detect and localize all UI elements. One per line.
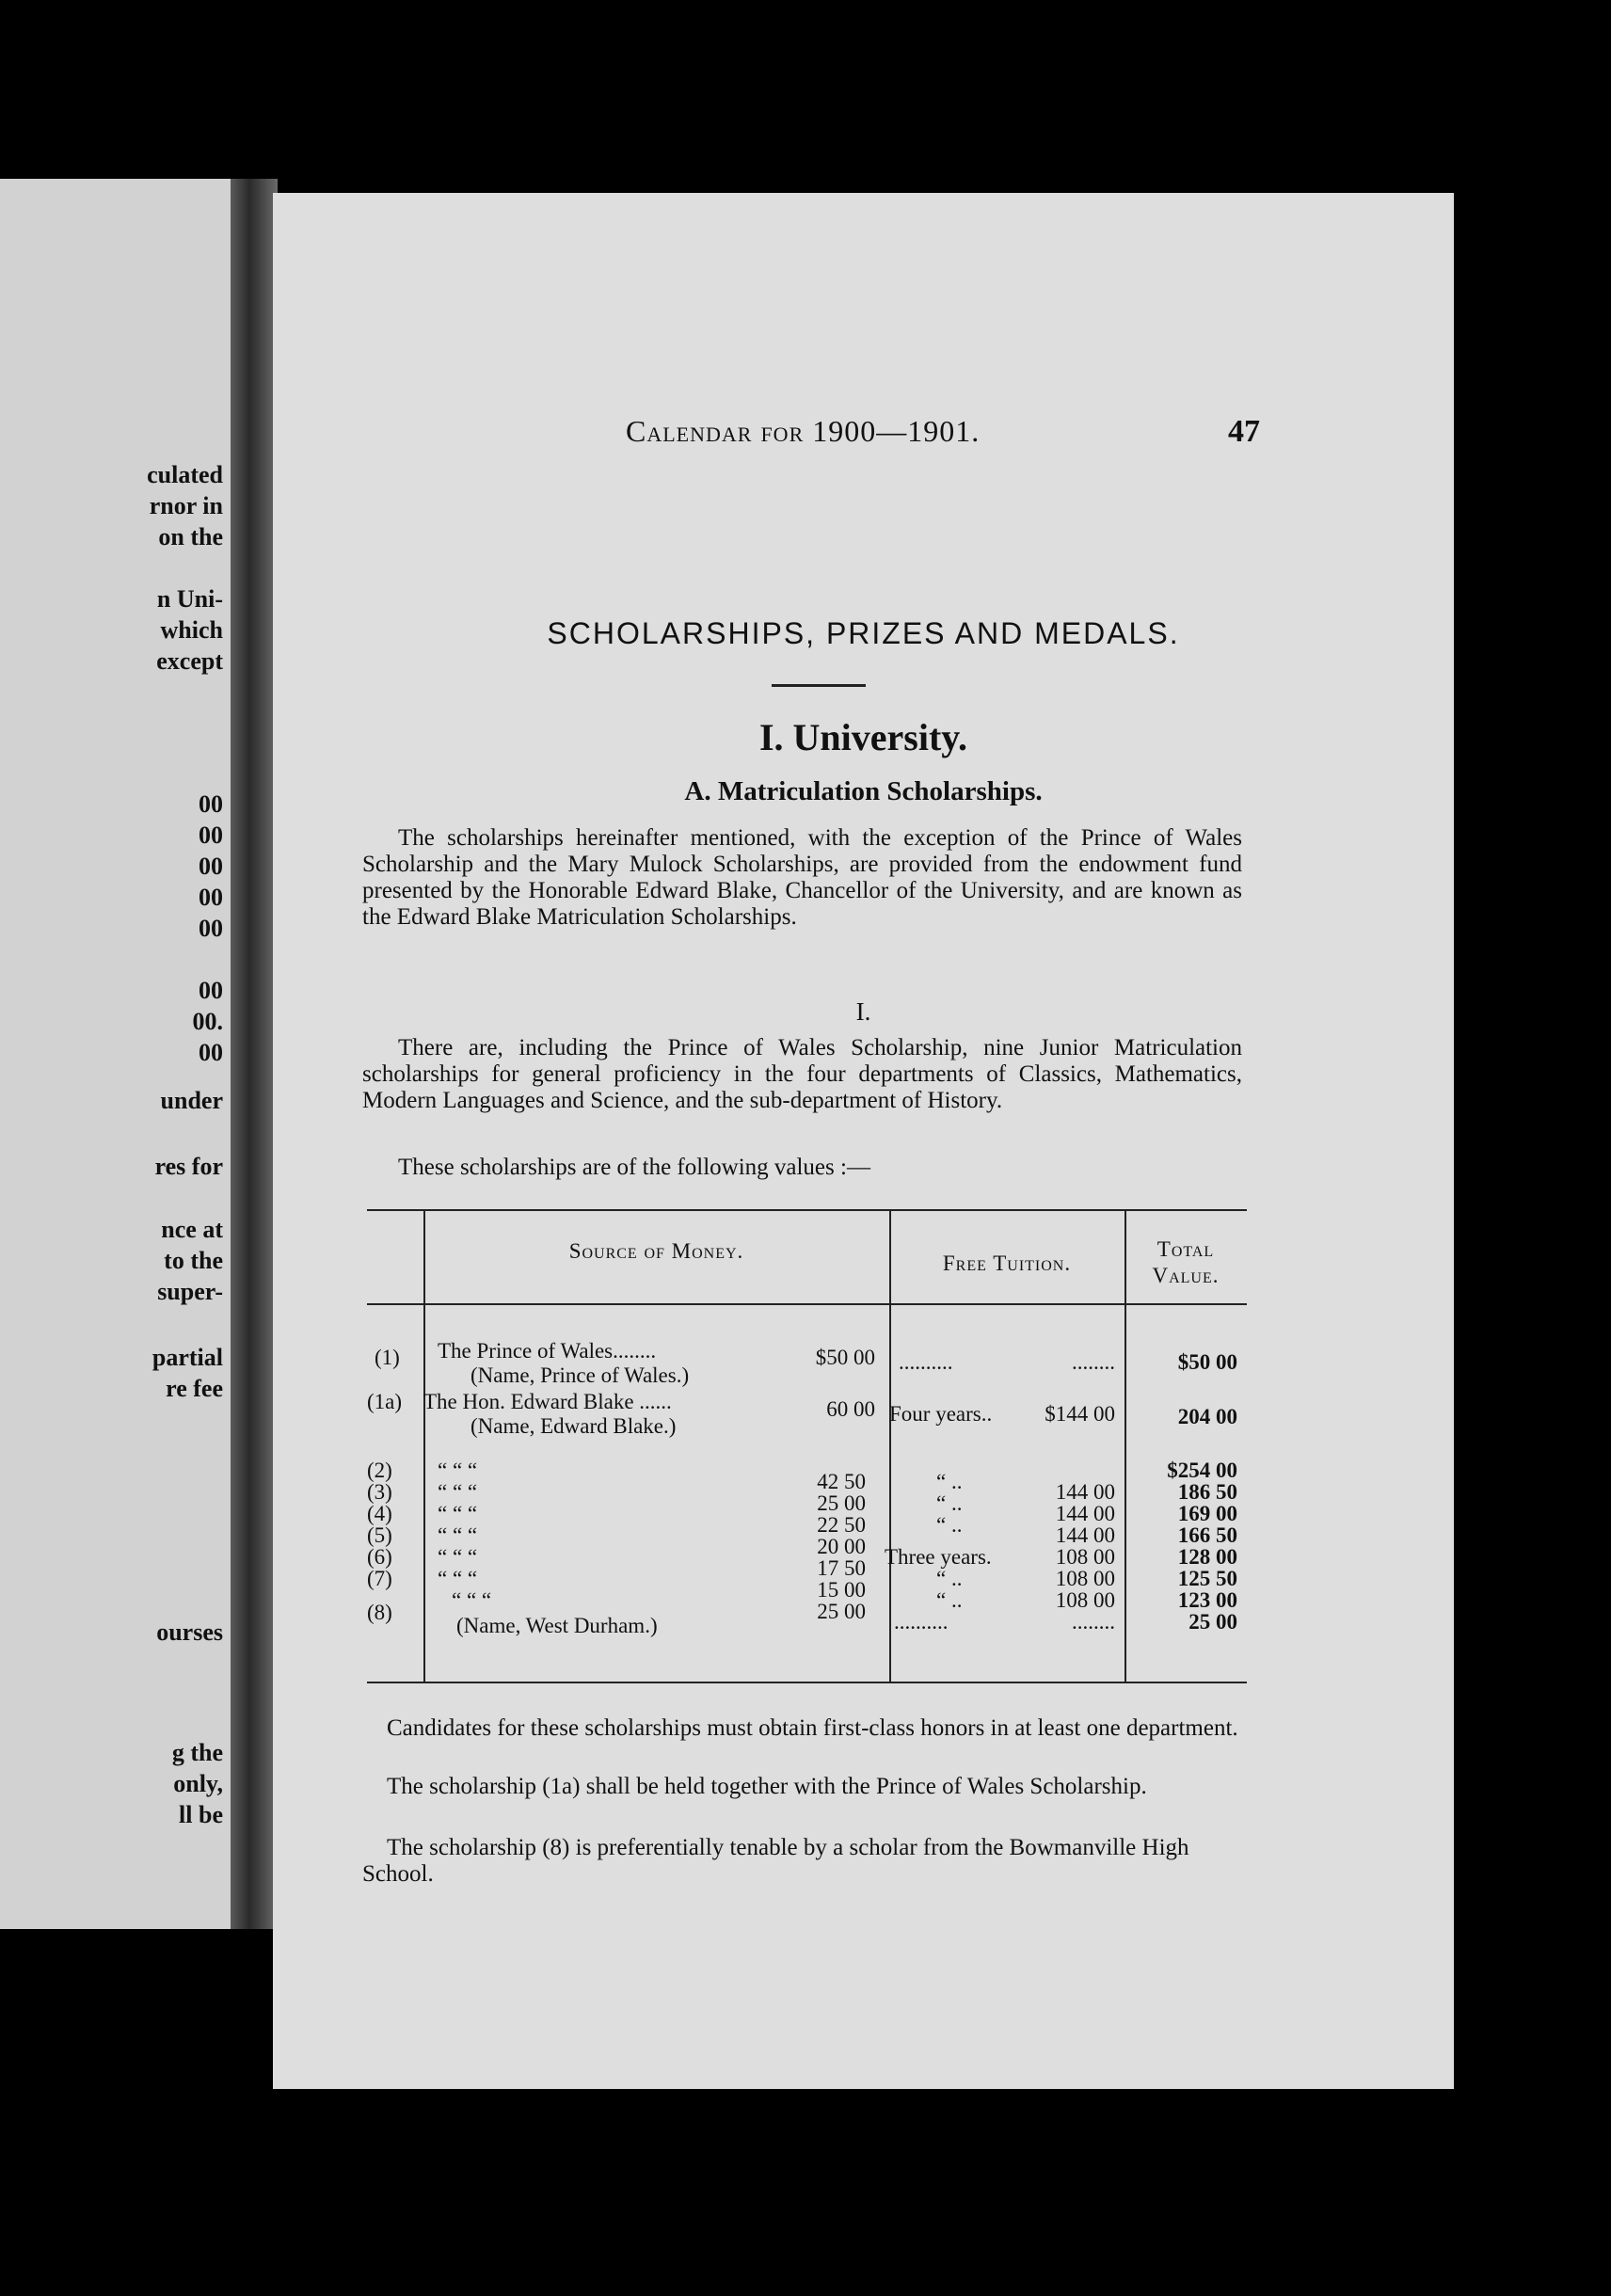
header-value: Value. — [1152, 1264, 1220, 1287]
row-tuition-years: “ .. — [936, 1513, 963, 1537]
row-total: 166 50 — [1177, 1523, 1237, 1547]
row-amount: 17 50 — [817, 1556, 866, 1580]
row-source: “ “ “ — [438, 1545, 478, 1569]
left-line: super- — [157, 1278, 223, 1305]
row-tuition-amount: ........ — [1072, 1350, 1115, 1374]
left-line: 00. — [192, 1008, 223, 1035]
left-line: g the — [171, 1739, 223, 1766]
left-line: nce at — [161, 1216, 223, 1243]
row-amount: 25 00 — [817, 1491, 866, 1515]
row-tuition-amount: 108 00 — [1055, 1567, 1115, 1590]
row-tuition-amount: 144 00 — [1055, 1480, 1115, 1504]
left-line: res for — [154, 1153, 223, 1180]
left-line: 00 — [199, 790, 223, 818]
intro-paragraph — [362, 825, 1242, 931]
row-source: “ “ “ — [438, 1480, 478, 1504]
row-amount: 15 00 — [817, 1578, 866, 1602]
page-number: 47 — [1228, 414, 1260, 449]
row-amount: 20 00 — [817, 1535, 866, 1558]
row-tuition-years: “ .. — [936, 1567, 963, 1590]
row-total: 204 00 — [1177, 1405, 1237, 1428]
header-source: Source of Money. — [568, 1239, 744, 1263]
left-line: under — [160, 1087, 223, 1114]
footnote-one — [362, 1715, 1242, 1742]
right-page — [273, 193, 1454, 2089]
row-amount: 42 50 — [817, 1470, 866, 1493]
table-bottom-rule — [367, 1682, 1247, 1683]
left-line: ll be — [179, 1801, 223, 1828]
left-line: 00 — [199, 977, 223, 1004]
header-free-tuition: Free Tuition. — [942, 1252, 1072, 1275]
footnote-two-text: The scholarship (1a) shall be held together with the Prince of Wales Scholarship. — [387, 1774, 1147, 1799]
intro-paragraph-text: The scholarships hereinafter mentioned, with the exception of the Prince of Wales Scholarship and the Mary Mulock Scholarships, are provided from the endowment fund presented by the Honorable Edward Blake, Chancellor of the University, and are known as the Edward Blake Matriculation Scholarships. — [362, 825, 1242, 930]
footnote-two — [362, 1774, 1242, 1800]
row-number: (1) — [375, 1346, 400, 1369]
left-line: partial — [152, 1344, 223, 1371]
left-line: except — [156, 647, 223, 675]
table-top-rule — [367, 1209, 1247, 1211]
row-source: “ “ “ — [438, 1567, 478, 1590]
row-tuition-amount: 108 00 — [1055, 1545, 1115, 1569]
row-source: The Prince of Wales........ — [438, 1339, 657, 1363]
subsection-heading: A. Matriculation Scholarships. — [684, 776, 1043, 806]
left-line: re fee — [166, 1375, 223, 1402]
paragraph-three-text: These scholarships are of the following values :— — [398, 1155, 870, 1180]
left-line: culated — [147, 461, 223, 488]
row-tuition-amount: 108 00 — [1055, 1588, 1115, 1612]
row-number: (6) — [367, 1545, 392, 1569]
left-facing-page — [0, 179, 231, 1929]
row-tuition-years: “ .. — [936, 1491, 963, 1515]
paragraph-three — [362, 1155, 1242, 1181]
header-total: Total — [1156, 1237, 1215, 1261]
row-number: (1a) — [367, 1390, 403, 1413]
row-total: 125 50 — [1177, 1567, 1237, 1590]
row-source: “ “ “ — [452, 1588, 492, 1612]
row-source: “ “ “ — [438, 1459, 478, 1482]
row-source-name: (Name, Prince of Wales.) — [471, 1363, 690, 1387]
row-source: “ “ “ — [438, 1523, 478, 1547]
row-amount: 60 00 — [826, 1397, 875, 1421]
row-number: (5) — [367, 1523, 392, 1547]
row-number: (2) — [367, 1459, 392, 1482]
left-line: ourses — [156, 1618, 223, 1646]
main-heading: SCHOLARSHIPS, PRIZES AND MEDALS. — [547, 616, 1180, 650]
row-number: (7) — [367, 1567, 392, 1590]
row-total: 128 00 — [1177, 1545, 1237, 1569]
left-line: 00 — [199, 1039, 223, 1066]
row-total: 169 00 — [1177, 1502, 1237, 1525]
row-total: 25 00 — [1188, 1610, 1237, 1634]
table-header-rule — [367, 1303, 1247, 1305]
section-heading: I. University. — [758, 716, 968, 758]
left-line: 00 — [199, 821, 223, 849]
row-total: $50 00 — [1177, 1350, 1237, 1374]
row-source: “ “ “ — [438, 1502, 478, 1525]
paragraph-two — [362, 1035, 1242, 1114]
divider — [772, 684, 866, 687]
row-total: $254 00 — [1167, 1459, 1237, 1482]
left-line: which — [160, 616, 223, 644]
row-number: (3) — [367, 1480, 392, 1504]
left-line: n Uni- — [156, 585, 223, 613]
row-total: 186 50 — [1177, 1480, 1237, 1504]
row-amount: 25 00 — [817, 1600, 866, 1623]
running-header: Calendar for 1900—1901. — [626, 414, 981, 448]
row-tuition-years: “ .. — [936, 1470, 963, 1493]
row-tuition-years: .......... — [894, 1610, 949, 1634]
row-amount: $50 00 — [815, 1346, 875, 1369]
left-line: 00 — [199, 915, 223, 942]
row-tuition-years: .......... — [899, 1350, 953, 1374]
left-line: rnor in — [149, 492, 223, 519]
row-total: 123 00 — [1177, 1588, 1237, 1612]
row-tuition-amount: $144 00 — [1045, 1402, 1115, 1426]
table-col-rule — [423, 1211, 425, 1682]
left-line: 00 — [199, 884, 223, 911]
left-line: to the — [164, 1247, 223, 1274]
row-tuition-years: Three years. — [885, 1545, 992, 1569]
row-number: (4) — [367, 1502, 392, 1525]
row-tuition-amount: 144 00 — [1055, 1502, 1115, 1525]
row-tuition-years: “ .. — [936, 1588, 963, 1612]
footnote-three-text: The scholarship (8) is preferentially tenable by a scholar from the Bowmanville High School. — [362, 1835, 1189, 1887]
row-number: (8) — [367, 1601, 392, 1624]
row-tuition-years: Four years.. — [889, 1402, 993, 1426]
left-line: only, — [173, 1770, 223, 1797]
book-gutter — [231, 179, 278, 1929]
row-amount: 22 50 — [817, 1513, 866, 1537]
table-col-rule — [889, 1211, 891, 1682]
footnote-three — [362, 1835, 1242, 1888]
row-source-name: (Name, Edward Blake.) — [471, 1414, 677, 1438]
left-line: 00 — [199, 853, 223, 880]
paragraph-two-text: There are, including the Prince of Wales Scholarship, nine Junior Matriculation scholarships for general proficiency in the four departments of Classics, Mathematics, Modern Languages and Science, and the sub-department of History. — [362, 1035, 1242, 1113]
row-tuition-amount: ........ — [1072, 1610, 1115, 1634]
roman-numeral: I. — [855, 997, 871, 1026]
row-source-name: (Name, West Durham.) — [456, 1614, 658, 1637]
footnote-one-text: Candidates for these scholarships must obtain first-class honors in at least one department. — [387, 1715, 1238, 1741]
left-line: on the — [158, 523, 223, 550]
row-tuition-amount: 144 00 — [1055, 1523, 1115, 1547]
row-source: The Hon. Edward Blake ...... — [423, 1390, 672, 1413]
